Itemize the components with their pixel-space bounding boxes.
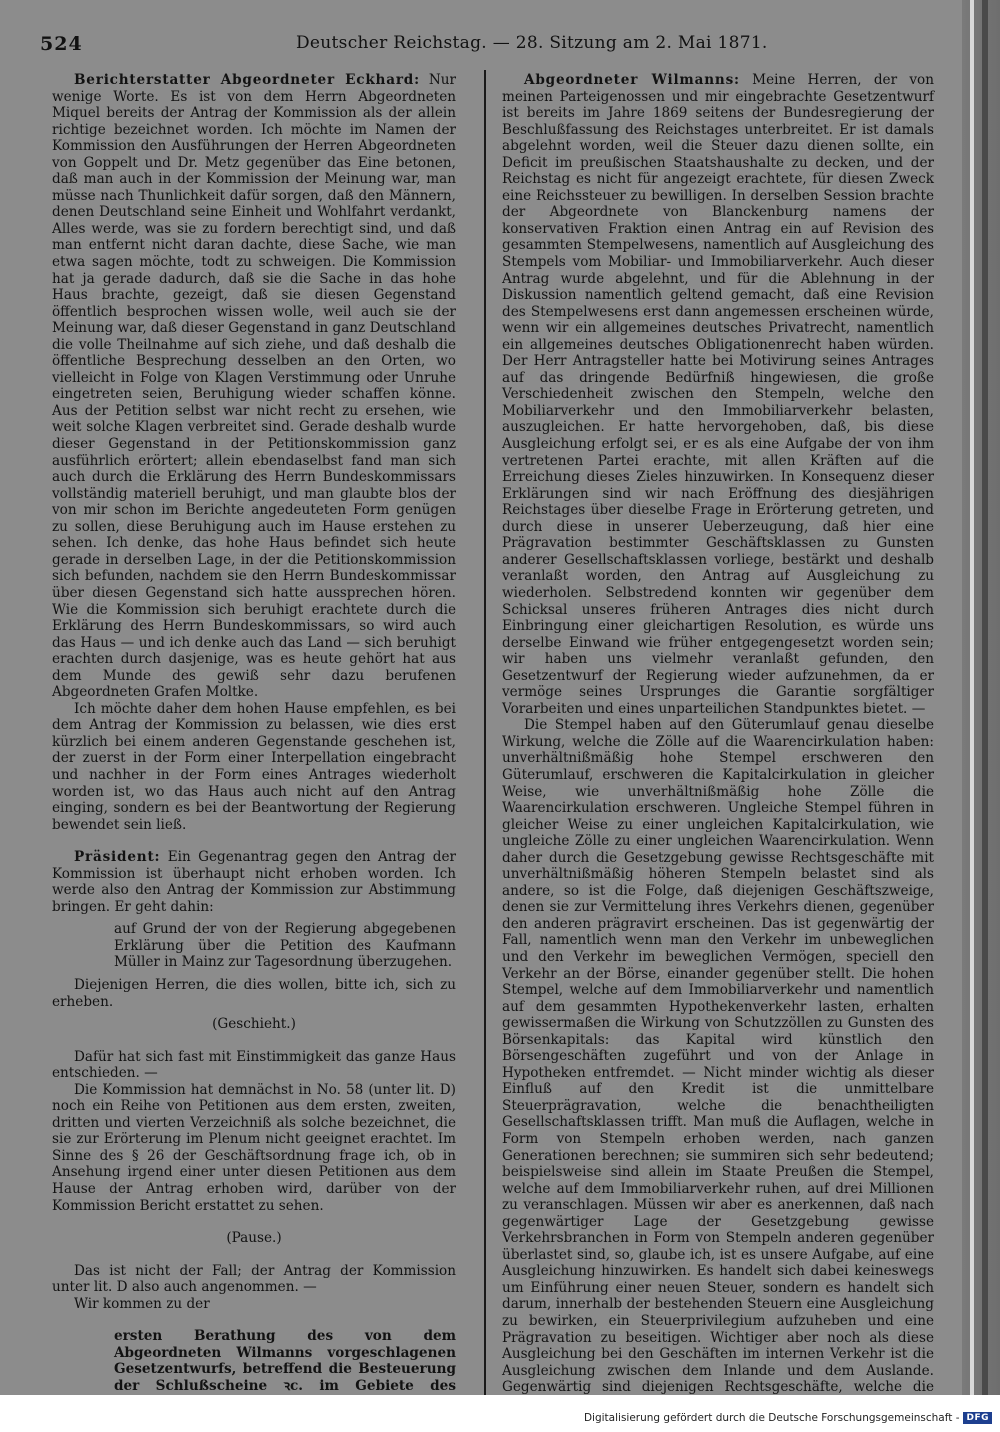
stage-direction: (Pause.)	[226, 1230, 282, 1247]
paragraph-text: Meine Herren, der von meinen Parteigenossen und mir eingebrachte Gesetzentwurf ist bereits im Jahre 1869 seitens der Bundesregierung der Beschlußfassung des Reichstages unterbreitet. Er ist damals abgelehnt worden, weil die Steuer dazu dienen sollte, ein Deficit im preußischen Staatshaushalte zu decken, und der Reichstag es nicht für angezeigt erachtete, für diesen Zweck eine Reichssteuer zu bewilligen. In derselben Session brachte der Abgeordnete von Blanckenburg namens der konservativen Fraktion einen Antrag ein auf Revision des gesammten Stempelwesens, namentlich auf Ausgleichung des Stempels vom Mobiliar- und Immobiliarverkehr. Auch dieser Antrag wurde abgelehnt, und für die Ablehnung in der Diskussion namentlich geltend gemacht, daß eine Revision des Stempelwesens erst dann angemessen erscheinen würde, wenn wir ein allgemeines deutsches Privatrecht, namentlich ein allgemeines deutsches Obligationenrecht haben würden. Der Herr Antragsteller hatte bei Motivirung seines Antrages auf das dringende Bedürfniß hingewiesen, die große Verschiedenheit zwischen den Stempeln, welche den Mobiliarverkehr und den Immobiliarverkehr belasten, auszugleichen. Er hatte hervorgehoben, daß, bis diese Ausgleichung erfolgt sei, er es als eine Aufgabe der von ihm vertretenen Partei erachte, mit allen Kräften auf die Erreichung dieses Zieles hinzuwirken. In Konsequenz dieser Erklärungen sind wir nach Eröffnung des diesjährigen Reichstages über dieselbe Frage in Erörterung getreten, und durch diese in unserer Ueberzeugung, daß hier eine Prägravation bestimmter Geschäftsklassen zu Gunsten anderer Gesellschaftsklassen vorliege, bestärkt und deshalb veranlaßt worden, den Antrag auf Ausgleichung zu wiederholen. Selbstredend konnten wir gegenüber dem Schicksal unseres früheren Antrages dies nicht durch Einbringung einer gleichartigen Resolution, es würde uns derselbe Einwand wie früher entgegengesetzt worden sein; wir haben uns vielmehr veranlaßt gefunden, den Gesetzentwurf der Regierung wieder aufzunehmen, da er vermöge seines Ursprunges die Garantie sorgfältiger Vorarbeiten und eines unparteilichen Standpunktes bietet. —	[502, 72, 934, 717]
footer-text: Digitalisierung gefördert durch die Deutsche Forschungsgemeinschaft -	[583, 1412, 960, 1424]
agenda-title: ersten Berathung des von dem Abgeordneten Wilmanns vorgeschlagenen Gesetzentwurfs, betreffend die Besteuerung der Schlußscheine ꝛc. im Gebiete des	[114, 1328, 456, 1394]
running-title: Deutscher Reichstag. — 28. Sitzung am 2. Mai 1871.	[296, 33, 768, 53]
paragraph: Wir kommen zu der	[74, 1295, 210, 1312]
left-column	[52, 72, 456, 1395]
speaker-name: Präsident:	[74, 849, 161, 866]
paragraph: Die Stempel haben auf den Güterumlauf genau dieselbe Wirkung, welche die Zölle auf die Waarencirkulation haben: unverhältnißmäßig hohe Stempel erschweren den Güterumlauf, erschweren die Kapitalcirkulation in gleicher Weise, wie unverhältnißmäßig hohe Zölle die Waarencirkulation erschweren. Ungleiche Stempel führen in gleicher Weise zu einer ungleichen Kapitalcirkulation, wie ungleiche Zölle zu einer ungleichen Waarencirkulation. Wenn daher durch die Gesetzgebung gewisse Rechtsgeschäfte mit unverhältnißmäßig höheren Stempeln belastet sind als andere, so ist die Folge, daß diejenigen Geschäftszweige, denen sie zur Vermittelung ihres Verkehrs dienen, gegenüber den anderen prägravirt erscheinen. Das ist gegenwärtig der Fall, namentlich wenn man den Verkehr im unbeweglichen und den Verkehr im beweglichen Vermögen, speciell den Verkehr an der Börse, einander gegenüber stellt. Die hohen Stempel, welche auf dem Immobiliarverkehr und namentlich auf dem gesammten Hypothekenverkehr lasten, erhalten gewissermaßen die Wirkung von Schutzzöllen zu Gunsten des Börsenkapitals: das Kapital wird künstlich den Börsengeschäften zugeführt und von der Anlage in Hypotheken entfremdet. — Nicht minder wichtig als dieser Einfluß auf den Kredit ist die unmittelbare Steuerprägravation, welche die benachtheiligten Gesellschaftsklassen trifft. Man muß die Auflagen, welche in Form von Stempeln erhoben werden, nach ganzen Generationen berechnen; sie summiren sich sehr bedeutend; beispielsweise sind allein im Staate Preußen die Stempel, welche auf dem Immobiliarverkehr ruhen, auf drei Millionen zu veranschlagen. Müssen wir aber es anerkennen, daß nach gegenwärtiger Lage der Gesetzgebung gewisse Verkehrsbranchen in Form von Stempeln anderen gegenüber überlastet sind, so, glaube ich, ist es unsere Aufgabe, auf eine Ausgleichung hinzuwirken. Es handelt sich dabei keineswegs um Einführung einer neuen Steuer, sondern es handelt sich darum, innerhalb der bestehenden Steuern eine Ausgleichung zu bewirken, ein Steuerprivilegium aufzuheben und eine Prägravation zu beseitigen. Wichtiger aber noch als diese Ausgleichung bei den Geschäften im internen Verkehr ist die Ausgleichung zwischen dem Inlande und dem Auslande. Gegenwärtig sind diejenigen Rechtsgeschäfte, welche die	[502, 717, 934, 1395]
paragraph-text: Ein Gegenantrag gegen den Antrag der Kommission ist überhaupt nicht erhoben worden. Ich werde also den Antrag der Kommission zur Abstimmung bringen. Er geht dahin:	[52, 849, 456, 915]
page-header	[40, 33, 940, 59]
column-divider	[484, 70, 486, 1395]
dfg-logo: DFG	[963, 1412, 992, 1424]
speaker-name: Abgeordneter Wilmanns:	[524, 72, 740, 88]
footer	[584, 1412, 992, 1424]
paragraph: Die Kommission hat demnächst in No. 58 (unter lit. D) noch ein Reihe von Petitionen aus dem ersten, zweiten, dritten und vierten Verzeichniß als solche bezeichnet, die sie zur Erörterung im Plenum nicht geeignet erachtet. Im Sinne des § 26 der Geschäftsordnung frage ich, ob in Ansehung irgend einer unter diesen Petitionen aus dem Hause der Antrag erhoben wird, darüber von der Kommission Bericht erstattet zu sehen.	[52, 1081, 456, 1214]
agenda-reference	[248, 1394, 435, 1395]
stage-direction: (Geschieht.)	[212, 1016, 296, 1033]
paragraph-wilmanns	[502, 72, 934, 717]
scan-edge-shadow	[982, 0, 988, 1395]
paragraph: Dafür hat sich fast mit Einstimmigkeit das ganze Haus entschieden. —	[52, 1048, 456, 1082]
page-number: 524	[40, 33, 83, 55]
paragraph: Diejenigen Herren, die dies wollen, bitte ich, sich zu erheben.	[52, 976, 456, 1010]
speaker-name: Berichterstatter Abgeordneter Eckhard:	[74, 72, 420, 88]
paragraph: Ich möchte daher dem hohen Hause empfehlen, es bei dem Antrag der Kommission zu belassen, wie dies erst kürzlich bei einem anderen Gegenstande geschehen ist, der zuerst in der Form einer Interpellation eingebracht und nachher in der Form eines Antrages wiederholt worden ist, wo das Haus auch nicht auf den Antrag einging, sondern es bei der Beantwortung der Regierung bewendet sein ließ.	[52, 700, 456, 833]
paragraph-eckhard	[52, 72, 456, 701]
paragraph: Das ist nicht der Fall; der Antrag der Kommission unter lit. D also auch angenommen. —	[52, 1262, 456, 1296]
paragraph-text: Nur wenige Worte. Es ist von dem Herrn Abgeordneten Miquel bereits der Antrag der Kommission als der allein richtige bezeichnet worden. Ich möchte im Namen der Kommission den Ausführungen der Herren Abgeordneten von Goppelt und Dr. Metz gegenüber das Eine betonen, daß man auch in der Kommission der Meinung war, man müsse nach Thunlichkeit dafür sorgen, daß den Männern, denen Deutschland seine Einheit und Wohlfahrt verdankt, Alles werde, was sie zu fordern berechtigt sind, und daß man entfernt nicht daran dachte, diese Sache, wie man etwa sagen möchte, todt zu schweigen. Die Kommission hat ja gerade dadurch, daß sie die Sache in das hohe Haus brachte, gezeigt, daß sie diesen Gegenstand öffentlich besprochen wissen wolle, weil auch sie der Meinung war, daß dieser Gegenstand in ganz Deutschland die volle Theilnahme auf sich ziehe, und daß deshalb die öffentliche Besprechung desselben an den Orten, wo vielleicht in Folge von Klagen Verstimmung oder Unruhe eingetreten seien, Beruhigung wieder schaffen könne. Aus der Petition selbst war nicht recht zu ersehen, wie weit solche Klagen verbreitet sind. Gerade deshalb wurde dieser Gegenstand in der Petitionskommission ganz ausführlich erörtert; allein ebendaselbst fand man sich auch durch die Erklärung des Herrn Bundeskommissars vollständig materiell beruhigt, und man glaubte blos der von mir schon im Berichte angedeuteten Form genügen zu sollen, diese Beruhigung auch im Hause erstehen zu sehen. Ich denke, das hohe Haus befindet sich heute gerade in derselben Lage, in der die Petitionskommission sich befunden, nachdem sie den Herrn Bundeskommissar über diesen Gegenstand sich hatte aussprechen hören. Wie die Kommission sich beruhigt erachtete durch die Erklärung des Herrn Bundeskommissars, so wird auch das Haus — und ich denke auch das Land — sich beruhigt erachten durch dasjenige, was es heute gehört hat aus dem Munde des gewiß sehr dazu berufenen Abgeordneten Grafen Moltke.	[52, 72, 457, 701]
scan-edge	[962, 0, 1000, 1395]
agenda-item	[114, 1328, 456, 1395]
paragraph-praesident	[52, 849, 456, 915]
right-column	[502, 72, 934, 1395]
motion-quote: auf Grund der von der Regierung abgegebenen Erklärung über die Petition des Kaufmann Müller in Mainz zur Tagesordnung überzugehen.	[114, 921, 456, 971]
scan-edge-highlight	[970, 0, 974, 1395]
